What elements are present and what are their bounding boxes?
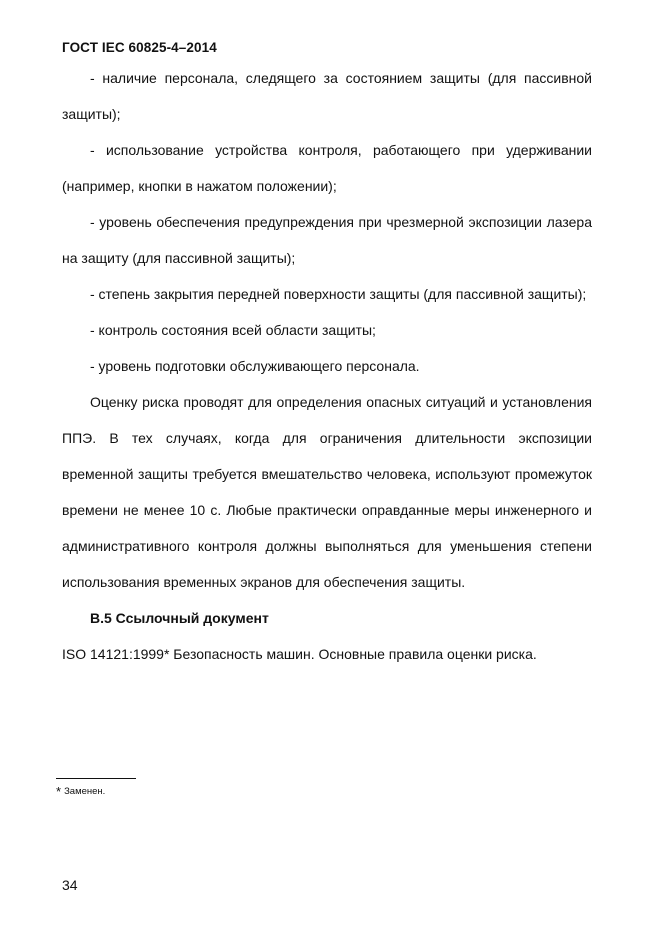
reference-entry: ISO 14121:1999* Безопасность машин. Основные правила оценки риска. xyxy=(62,646,537,662)
footnote-divider xyxy=(56,778,136,779)
footnote-text: Заменен. xyxy=(64,786,106,797)
list-item-area-monitoring: - контроль состояния всей области защиты; xyxy=(90,322,376,338)
page-number: 34 xyxy=(62,877,78,893)
list-item-warning-level: - уровень обеспечения предупреждения при чрезмерной экспозиции лазера на защиту (для пассивной защиты); xyxy=(62,214,592,266)
list-item-front-surface-coverage: - степень закрытия передней поверхности защиты (для пассивной защиты); xyxy=(90,286,587,302)
list-item-staff-training: - уровень подготовки обслуживающего персонала. xyxy=(90,358,420,374)
footnote-mark: * xyxy=(56,784,62,799)
page-header-standard-title: ГОСТ IEC 60825-4–2014 xyxy=(62,40,217,55)
section-heading: В.5 Ссылочный документ xyxy=(90,610,269,626)
risk-assessment-paragraph: Оценку риска проводят для определения опасных ситуаций и установления ППЭ. В тех случаях, когда для ограничения длительности экспозиции временной защиты требуется вмешательство человека, используют промежуток времени не менее 10 с. Любые практически оправданные меры инженерного и административного контроля должны выполняться для уменьшения степени использования временных экранов для обеспечения защиты. xyxy=(62,394,592,590)
list-item-personnel-monitoring: - наличие персонала, следящего за состоянием защиты (для пассивной защиты); xyxy=(62,70,592,122)
list-item-hold-to-run-control: - использование устройства контроля, работающего при удерживании (например, кнопки в нажатом положении); xyxy=(62,142,592,194)
footnote xyxy=(56,784,105,798)
body-text xyxy=(62,60,592,672)
